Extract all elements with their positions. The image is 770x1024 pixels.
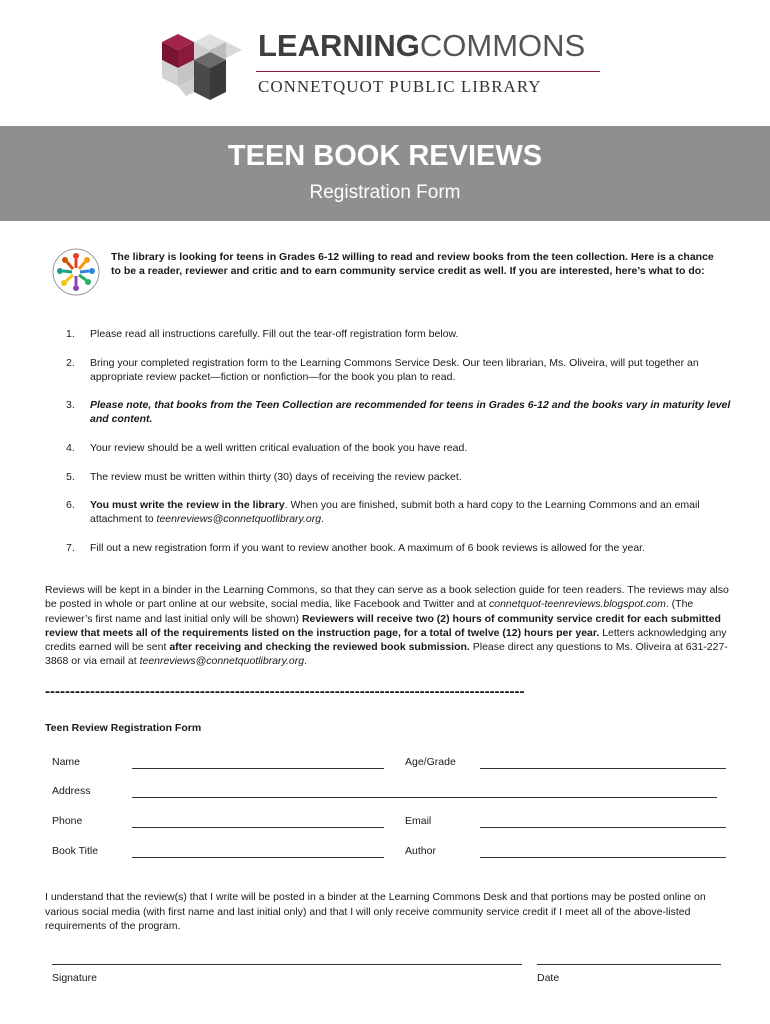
step-text — [90, 470, 736, 484]
logo-subtitle — [258, 77, 542, 97]
step-number: 1. — [66, 328, 75, 340]
text-run: Reviewers will receive two (2) hours of community service credit for each submitted review that meets all of the requirements listed on the instruction page, for a total of twelve (12) hours per year. — [45, 612, 721, 639]
reviews-paragraph — [45, 583, 735, 669]
step-text — [90, 498, 736, 526]
name-field[interactable] — [132, 768, 384, 769]
text-run: . When you are finished, submit both a hard copy to the Learning Commons and an email attachment to — [90, 499, 700, 525]
signature-label: Signature — [52, 972, 97, 984]
book-title-field[interactable] — [132, 857, 384, 858]
step-number: 3. — [66, 399, 75, 411]
step-number: 7. — [66, 542, 75, 554]
text-run: Fill out a new registration form if you want to review another book. A maximum of 6 book reviews is allowed for the year. — [90, 542, 646, 554]
page-title: TEEN BOOK REVIEWS — [227, 140, 543, 172]
step-text — [90, 356, 736, 384]
phone-field[interactable] — [132, 827, 384, 828]
text-run: Reviews will be kept in a binder in the Learning Commons, so that they can serve as a book selection guide for teen readers. The reviews may also be posted in whole or part online at our website, social media, like Facebook and Twitter and at — [45, 584, 729, 611]
address-field[interactable] — [132, 797, 717, 798]
step-number: 2. — [66, 357, 75, 369]
text-run: Please direct any questions to Ms. Oliveira at 631-227-3868 or via email at — [45, 641, 728, 668]
text-run: Please read all instructions carefully. Fill out the tear-off registration form below. — [90, 328, 459, 340]
book-title-label: Book Title — [52, 845, 99, 857]
email-label: Email — [405, 815, 432, 827]
email-field[interactable] — [480, 827, 726, 828]
step-number: 5. — [66, 471, 75, 483]
text-run: . — [304, 655, 308, 668]
form-title: Teen Review Registration Form — [45, 722, 202, 734]
step-text — [90, 398, 736, 426]
logo-subtitle-part1: CONNETQUOT — [258, 77, 384, 96]
tear-off-line: ------------------------------------------------------------------------------------------------ — [45, 683, 525, 700]
signature-field[interactable] — [52, 964, 522, 965]
page-subtitle: Registration Form — [309, 182, 461, 203]
author-field[interactable] — [480, 857, 726, 858]
text-run: after receiving and checking the reviewed book submission. — [169, 641, 470, 654]
author-label: Author — [405, 845, 436, 857]
text-run: Letters acknowledging any credits earned will be sent — [45, 626, 727, 654]
text-run: Your review should be a well written critical evaluation of the book you have read. — [90, 442, 468, 454]
text-run: connetquot-teenreviews.blogspot.com — [488, 598, 666, 611]
text-run: The review must be written within thirty (30) days of receiving the review packet. — [90, 471, 462, 483]
text-run: Bring your completed registration form to the Learning Commons Service Desk. Our teen librarian, Ms. Oliveira, will put together an appropriate review packet—fiction or nonfiction—for the book you plan to read. — [90, 357, 699, 383]
logo-word-light: COMMONS — [419, 28, 586, 63]
date-field[interactable] — [537, 964, 721, 965]
logo-word-bold: LEARNING — [258, 28, 420, 63]
age-grade-label: Age/Grade — [405, 756, 456, 768]
address-label: Address — [52, 785, 91, 797]
consent-statement: I understand that the review(s) that I write will be posted in a binder at the Learning Commons Desk and that portions may be posted online on various social media (with first name and last initial only) and that I will only receive community service credit if I meet all of the above-listed requirements of the program. — [45, 891, 706, 932]
text-run: . (The reviewer’s first name and last initial only will be shown) — [45, 598, 694, 625]
age-grade-field[interactable] — [480, 768, 726, 769]
step-text — [90, 541, 736, 555]
logo-divider — [256, 71, 600, 72]
text-run: . — [321, 513, 325, 525]
community-circle-icon — [52, 248, 100, 296]
step-number: 4. — [66, 442, 75, 454]
step-text — [90, 441, 736, 455]
phone-label: Phone — [52, 815, 83, 827]
logo-subtitle-part2: PUBLIC LIBRARY — [389, 77, 542, 96]
text-run: teenreviews@connetquotlibrary.org — [156, 513, 322, 525]
text-run: Please note, that books from the Teen Collection are recommended for teens in Grades 6-12 and the books vary in maturity level and content. — [90, 399, 731, 425]
text-run: You must write the review in the library — [90, 499, 285, 511]
step-text — [90, 327, 736, 341]
name-label: Name — [52, 756, 81, 768]
date-label: Date — [537, 972, 560, 984]
library-logo — [160, 32, 246, 102]
intro-paragraph: The library is looking for teens in Grades 6-12 willing to read and review books from the teen collection. Here is a chance to be a reader, reviewer and critic and to earn community service credit as well. If you are interested, here’s what to do: — [111, 251, 714, 277]
logo-wordmark — [258, 28, 585, 64]
step-number: 6. — [66, 499, 75, 511]
text-run: teenreviews@connetquotlibrary.org — [139, 655, 305, 668]
